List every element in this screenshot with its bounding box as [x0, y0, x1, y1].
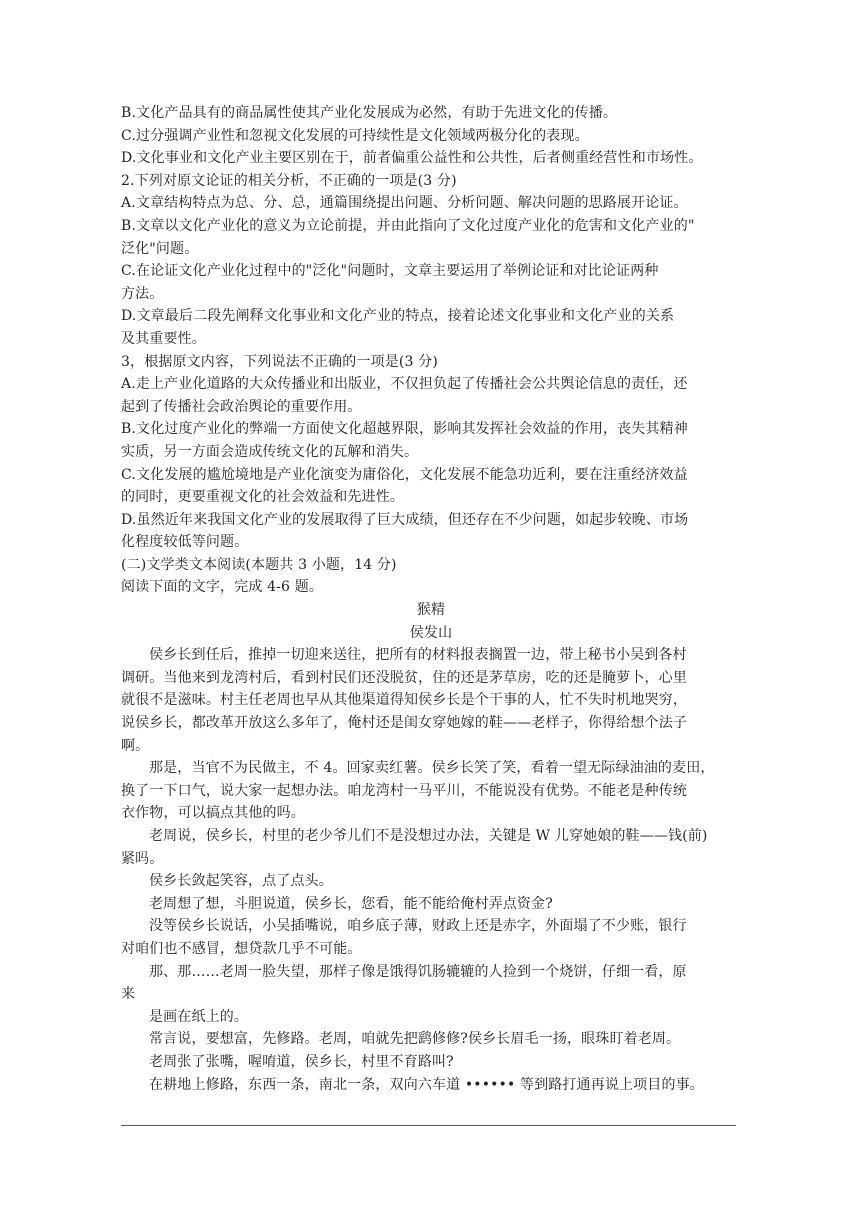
text-line: B.文化过度产业化的弊端一方面使文化超越界限，影响其发挥社会效益的作用，丧失其精神: [121, 421, 688, 438]
text-line: 阅读下面的文字，完成 4-6 题。: [121, 579, 323, 596]
text-line: D.文章最后二段先阐释文化事业和文化产业的特点，接着论述文化事业和文化产业的关系: [121, 308, 675, 325]
text-line: 方法。: [121, 285, 164, 302]
text-line: 泛化"问题。: [121, 240, 199, 257]
text-line: 是画在纸上的。: [149, 1008, 249, 1025]
text-line: 就很不是滋味。村主任老周也早从其他渠道得知侯乡长是个干事的人，忙不失时机地哭穷，: [121, 692, 687, 709]
text-line: 调研。当他来到龙湾村后，看到村民们还没脱贫，住的还是茅草房，吃的还是腌萝卜，心里: [121, 669, 687, 686]
text-line: B.文化产品具有的商品属性使其产业化发展成为必然，有助于先进文化的传播。: [121, 105, 618, 121]
text-line: A.文章结构特点为总、分、总，通篇围绕提出问题、分析问题、解决问题的思路展开论证。: [121, 195, 688, 212]
text-line: 啊。: [121, 737, 150, 754]
text-line: 起到了传播社会政治舆论的重要作用。: [121, 398, 362, 415]
text-line: 实质，另一方面会造成传统文化的瓦解和消失。: [121, 443, 419, 460]
text-line: 来: [121, 986, 136, 1003]
text-line: 没等侯乡长说话，小吴插嘴说，咱乡底子薄，财政上还是赤字，外面塌了不少账，银行: [149, 918, 687, 935]
text-line: 侯乡长敛起笑容，点了点头。: [149, 873, 333, 890]
text-line: 那是，当官不为民做主，不 4。回家卖红薯。侯乡长笑了笑，看着一望无际绿油油的麦田，: [149, 760, 715, 777]
text-line: 老周张了张嘴，喔唷道，侯乡长，村里不育路叫?: [149, 1053, 454, 1070]
text-line: C.在论证文化产业化过程中的"泛化"问题时，文章主要运用了举例论证和对比论证两种: [121, 263, 659, 280]
text-line: A.走上产业化道路的大众传播业和出版业，不仅担负起了传播社会公共舆论信息的责任，还: [121, 376, 688, 393]
bottom-divider: [121, 1125, 736, 1126]
text-line: 2.下列对原文论证的相关分析，不正确的一项是(3 分): [121, 172, 457, 189]
text-line: 常言说，要想富，先修路。老周，咱就先把鹞修修?侯乡长眉毛一扬，眼珠盯着老周。: [149, 1031, 681, 1048]
title-line: 侯发山: [409, 624, 453, 641]
text-line: 老周想了想，斗胆说道，侯乡长，您看，能不能给俺村弄点资金?: [149, 895, 553, 912]
text-line: 说侯乡长，都改革开放这么多年了，俺村还是闺女穿她嫁的鞋——老样子，你得给想个法子: [121, 715, 687, 732]
document-body: [121, 102, 741, 1096]
text-line: 那、那……老周一脸失望，那样子像是饿得饥肠辘辘的人捡到一个烧饼，仔细一看，原: [149, 963, 687, 980]
text-line: 3，根据原文内容，下列说法不正确的一项是(3 分): [121, 353, 438, 370]
title-line: 猴精: [416, 602, 446, 619]
text-line: 在耕地上修路，东西一条，南北一条，双向六车道 •••••• 等到路打通再说上项目的事。: [149, 1076, 704, 1093]
text-line: 老周说，侯乡长，村里的老少爷儿们不是没想过办法，关键是 W 儿穿她娘的鞋——钱(前): [149, 828, 708, 844]
text-line: D.虽然近年来我国文化产业的发展取得了巨大成绩，但还存在不少问题，如起步较晚、市场: [121, 511, 689, 528]
text-line: 化程度较低等问题。: [121, 534, 249, 551]
text-line: 换了一下口气，说大家一起想办法。咱龙湾村一马平川，不能说没有优势。不能老是种传统: [121, 782, 687, 799]
text-line: 衣作物，可以搞点其他的吗。: [121, 805, 305, 822]
text-line: B.文章以文化产业化的意义为立论前提，并由此指向了文化过度产业化的危害和文化产业的": [121, 217, 695, 234]
text-line: 紧吗。: [121, 850, 164, 867]
text-line: 对咱们也不感冒，想贷款几乎不可能。: [121, 940, 362, 957]
text-line: 的同时，更要重视文化的社会效益和先进性。: [121, 489, 404, 506]
text-line: 侯乡长到任后，推掉一切迎来送往，把所有的材料报表搁置一边，带上秘书小吴到各村: [149, 647, 687, 664]
text-line: D.文化事业和文化产业主要区别在于，前者偏重公益性和公共性，后者侧重经营性和市场性。: [121, 150, 703, 167]
text-line: 及其重要性。: [121, 330, 206, 347]
text-line: C.过分强调产业性和忽视文化发展的可持续性是文化领域两极分化的表现。: [121, 127, 589, 144]
text-line: C.文化发展的尴尬境地是产业化演变为庸俗化，文化发展不能急功近利，要在注重经济效益: [121, 466, 688, 483]
text-line: (二)文学类文本阅读(本题共 3 小题，14 分): [121, 556, 397, 573]
